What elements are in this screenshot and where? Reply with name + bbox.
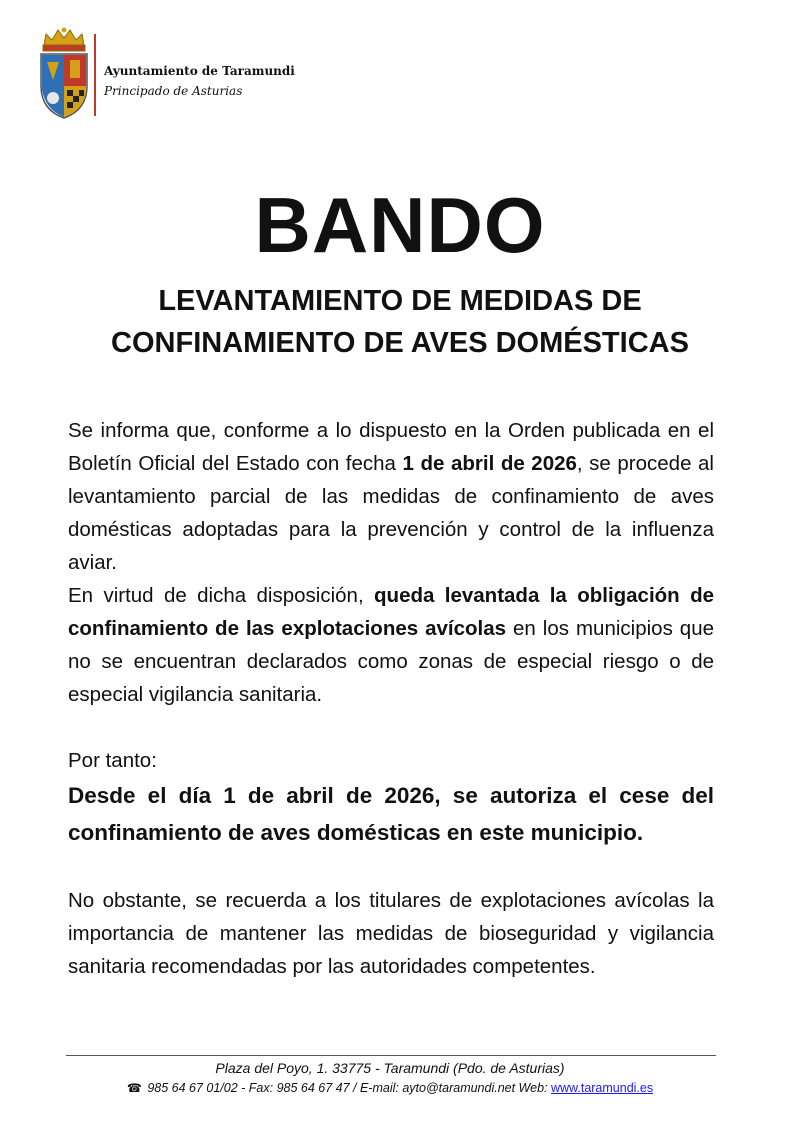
organization-region: Principado de Asturias (104, 84, 243, 98)
footer-divider (66, 1055, 716, 1056)
document-title: BANDO (254, 181, 546, 269)
telephone-icon: ☎ (126, 1081, 142, 1095)
letterhead (36, 24, 336, 124)
paragraph-resolution: Desde el día 1 de abril de 2026, se autoriza el cese del confinamiento de aves domésticas en este municipio. (68, 783, 714, 845)
subtitle-line: LEVANTAMIENTO DE MEDIDAS DE (158, 285, 642, 317)
paragraph-conclusion-intro: Por tanto: (68, 749, 157, 772)
provision-highlight: queda levantada la obligación de confinamiento de las explotaciones avícolas (68, 584, 715, 640)
website-link[interactable]: www.taramundi.es (550, 1081, 654, 1095)
paragraph-reminder: No obstante, se recuerda a los titulares de explotaciones avícolas la importancia de mantener las medidas de bioseguridad y vigilancia sanitaria recomendadas por las autoridades competentes. (68, 889, 714, 978)
document-subtitle (60, 280, 740, 364)
document-body (68, 414, 714, 983)
letterhead-divider (94, 34, 96, 116)
footer-contact-text: 985 64 67 01/02 - Fax: 985 64 67 47 / E-mail: ayto@taramundi.net Web: (147, 1081, 551, 1095)
effective-date: 1 de abril de 2026 (402, 452, 577, 475)
subtitle-line: CONFINAMIENTO DE AVES DOMÉSTICAS (111, 327, 689, 359)
footer-contact (0, 1081, 780, 1095)
paragraph-announcement: Se informa que, conforme a lo dispuesto en la Orden publicada en el Boletín Oficial del Estado con fecha 1 de abril de 2026, se procede al levantamiento parcial de las medidas de confinamiento de aves domésticas adoptadas para la prevención y control de la influenza aviar. (68, 419, 714, 574)
coat-of-arms-icon (36, 24, 92, 120)
footer-address: Plaza del Poyo, 1. 33775 - Taramundi (Pdo. de Asturias) (215, 1060, 565, 1076)
paragraph-provision: En virtud de dicha disposición, queda levantada la obligación de confinamiento de las explotaciones avícolas en los municipios que no se encuentran declarados como zonas de especial riesgo o de especial vigilancia sanitaria. (68, 584, 715, 706)
organization-name: Ayuntamiento de Taramundi (104, 64, 295, 78)
